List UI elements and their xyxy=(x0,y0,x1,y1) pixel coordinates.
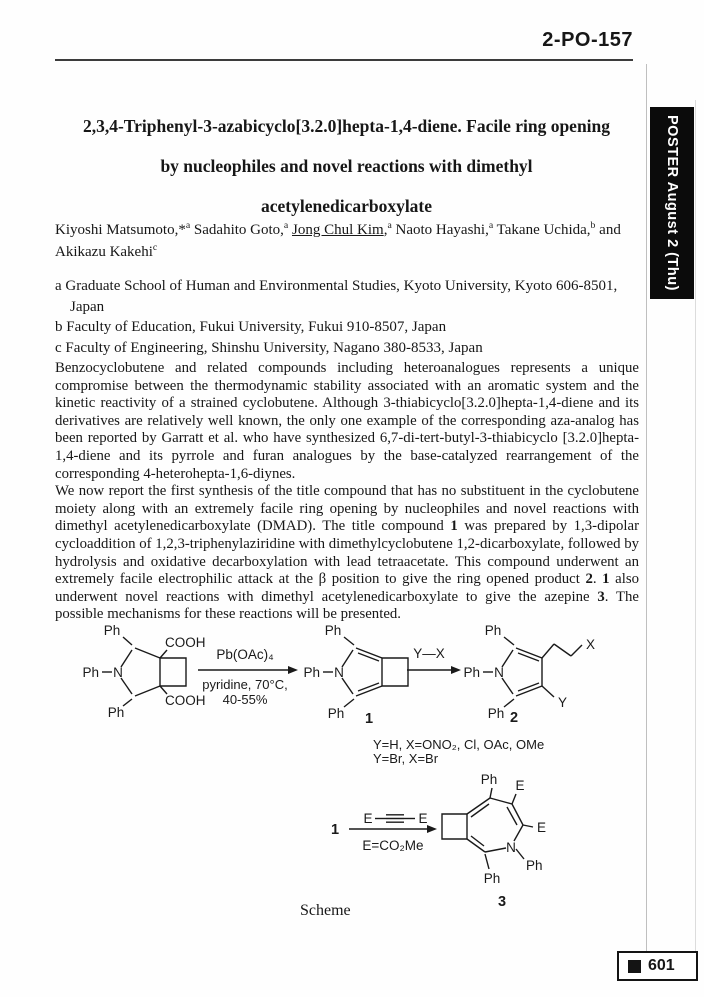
nitrogen-label: N xyxy=(113,665,123,680)
paper-title xyxy=(55,106,638,226)
reaction-arrow-1 xyxy=(198,647,298,707)
reaction-scheme xyxy=(55,622,645,930)
ph-label: Ph xyxy=(484,623,502,638)
ph-label: Ph xyxy=(526,858,543,873)
condition-2: 40-55% xyxy=(222,692,268,707)
nitrogen-label: N xyxy=(334,665,344,680)
y-substituent-label: Y xyxy=(558,695,568,710)
affiliation-a: a Graduate School of Human and Environmental Studies, Kyoto University, Kyoto 606-8501, xyxy=(55,278,618,294)
compound-2-number: 2 xyxy=(509,710,519,726)
ph-label: Ph xyxy=(82,665,99,680)
title-line-1: 2,3,4-Triphenyl-3-azabicyclo[3.2.0]hepta-1,4-diene. Facile ring opening xyxy=(82,116,611,136)
ph-label: Ph xyxy=(487,706,505,721)
affiliation-b: b Faculty of Education, Fukui University, Fukui 910-8507, Japan xyxy=(55,319,447,335)
ph-label: Ph xyxy=(483,871,501,886)
reaction-arrow-2 xyxy=(407,646,461,674)
substituent-definitions xyxy=(373,737,544,766)
scheme-caption: Scheme xyxy=(300,902,351,919)
ph-label: Ph xyxy=(107,705,125,720)
structure-compound-3 xyxy=(442,772,546,910)
scan-edge-line xyxy=(646,64,647,960)
xy-definition-1: Y=H, X=ONO₂, Cl, OAc, OMe xyxy=(373,737,545,752)
e-label: E xyxy=(418,811,428,826)
page-number: 601 xyxy=(648,957,675,974)
ph-label: Ph xyxy=(480,772,498,787)
cooh-label: COOH xyxy=(165,635,206,650)
page-number-box xyxy=(617,951,698,981)
ph-label: Ph xyxy=(463,665,480,680)
abstract-body xyxy=(55,360,639,624)
affiliation-a-cont: Japan xyxy=(70,298,105,315)
ph-label: Ph xyxy=(103,623,121,638)
e-label: E xyxy=(515,778,525,793)
yx-reagent-label: Y—X xyxy=(413,646,445,661)
author-list: Kiyoshi Matsumoto,*$^a$ Sadahito Goto,$^a$ Jong Chul Kim,$^a$ Naoto Hayashi,$^a$ Takane Uchida,$^b$ and Akikazu Kakehi$^c$ xyxy=(55,220,621,260)
ph-label: Ph xyxy=(303,665,320,680)
e-definition: E=CO₂Me xyxy=(362,838,424,853)
abstract-paragraph-2: We now report the first synthesis of the title compound that has no substituent in the cyclobutene moiety along with an extremely facile ring opening by nucleophiles and novel reactions with dimethyl acetylenedicarboxylate (DMAD). The title compound 1 was prepared by 1,3-dipolar cycloaddition of 1,2,3-triphenylaziridine with dimethylcyclobutene 1,2-dicarboxylate, followed by hydrolysis and oxidative decarboxylation with lead tetraacetate. This compound underwent an extremely facile electrophilic attack at the β position to give the ring opened product 2. 1 also underwent novel reactions with dimethyl acetylenedicarboxylate to give the azepine 3. The possible mechanisms for these reactions will be presented. xyxy=(55,483,639,623)
ph-label: Ph xyxy=(327,706,345,721)
poster-session-label: POSTER August 2 (Thu) xyxy=(664,115,680,291)
compound-1-number: 1 xyxy=(330,822,340,838)
affiliations xyxy=(55,276,641,358)
condition-1: pyridine, 70°C, xyxy=(202,677,288,692)
e-label: E xyxy=(537,820,547,835)
structure-compound-1 xyxy=(303,623,408,727)
e-label: E xyxy=(363,811,373,826)
title-line-2: by nucleophiles and novel reactions with dimethyl xyxy=(160,156,533,176)
structure-compound-2 xyxy=(463,623,595,726)
cooh-label: COOH xyxy=(165,693,206,708)
poster-session-tab xyxy=(650,107,694,299)
nitrogen-label: N xyxy=(494,665,504,680)
abstract-paragraph-1: Benzocyclobutene and related compounds including heteroanalogues represents a unique compromise between the thermodynamic stability associated with an aromatic system and the kinetic reactivity of a strained cyclobutene. Although 3-thiabicyclo[3.2.0]hepta-1,4-diene and its derivatives are relatively well known, the only one example of the corresponding aza-analog has been reported by Garratt et al. who have synthesized 6,7-di-tert-butyl-3-thiabicyclo [3.2.0]hepta-1,4-diene and its pyrrole and furan analogues by the base-catalyzed rearrangement of the corresponding 4-heterohepta-1,6-diynes. xyxy=(55,360,639,482)
reaction-row-2 xyxy=(331,811,437,853)
compound-3-number: 3 xyxy=(497,894,507,910)
structure-diacid xyxy=(82,623,205,720)
title-line-3: acetylenedicarboxylate xyxy=(260,196,433,216)
compound-1-number: 1 xyxy=(364,711,374,727)
nitrogen-label: N xyxy=(506,840,516,855)
affiliation-c: c Faculty of Engineering, Shinshu University, Nagano 380-8533, Japan xyxy=(55,339,483,356)
scan-edge-line-right xyxy=(695,100,696,980)
page-marker-square-icon xyxy=(628,960,641,973)
session-code: 2-PO-157 xyxy=(542,29,633,51)
header-rule xyxy=(55,59,633,61)
reagent-label: Pb(OAc)₄ xyxy=(216,647,274,662)
x-substituent-label: X xyxy=(586,637,596,652)
ph-label: Ph xyxy=(324,623,342,638)
xy-definition-2: Y=Br, X=Br xyxy=(373,751,439,766)
